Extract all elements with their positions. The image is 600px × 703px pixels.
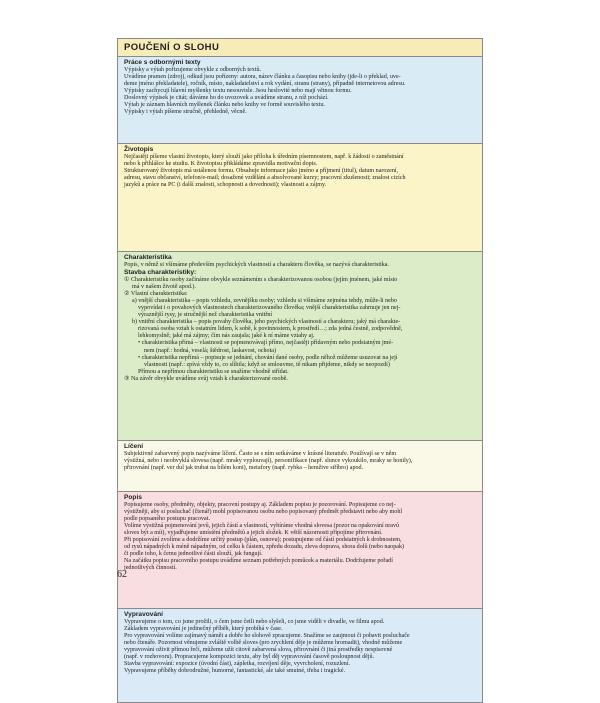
text-line: vypravování oživit přímou řečí, můžeme užít citově zabarvená slova, přirovnání či jiná prostředky nespisovné [124, 647, 393, 654]
text-line: Na začátku popisu pracovního postupu uvádíme seznam potřebných pomůcek a materiálu. Dodržujeme pořadí [124, 558, 393, 565]
text-line: výstižná, nebo i neobvyklá slovesa (např. mraky vyplouvají), personifikace (např. slunce vykoukilo, mraky se honily), [124, 458, 413, 465]
section-heading: Charakteristika [124, 254, 172, 261]
text-line: jazyků a práce na PC (i další znalosti, schopnosti a dovednosti); vlastnosti a zájmy. [124, 182, 327, 189]
text-line: Výpisky i výtah píšeme stručně, přehledně, věcně. [124, 109, 247, 116]
section-heading: Životopis [124, 146, 154, 153]
section-heading: Práce s odbornými texty [124, 59, 201, 66]
text-line: b) vnitřní charakteristika – popis povahy člověka, jeho psychických vlastností a charakteru; jaký má charakte- [132, 319, 401, 326]
text-line: lehkomyslně; jaké má zájmy; čím nás zaujala; jaké k ní máme vztahy aj. [138, 333, 315, 340]
text-line: přirovnání (např. ver dul jak trubat na bílém koni), metafory (např. rybka – hemžive stříbro) apod. [124, 465, 364, 472]
text-line: ① Charakteristiku osoby začínáme obvykle seznámením s charakterizovanou osobou (jejím jménem, jaké místo [124, 277, 398, 284]
text-line: (např. v rozhovoru). Propracujeme kompozici textu, aby byl děj vypravování časově posloupnost dějů. [124, 654, 375, 661]
text-line: Stavba vypravování: expozice (úvodní část), zápletka, rozvíjení děje, vyvrcholení, rozuzlení. [124, 661, 351, 668]
text-line: Popisujeme osoby, předměty, objekty, pracovní postupy aj. Základem popisu je pozorování. Popisujeme co nej- [124, 502, 396, 508]
text-line: Základem vypravování je jedinečný příběh, který probíhá v čase. [124, 626, 283, 633]
section-charakteristika [117, 252, 483, 441]
section-popis [117, 492, 483, 609]
text-line: a) vnější charakteristika – popis vzhledu, zevnějšku osoby; vzhledu si všímáme zejména tehdy, může-li nebo [132, 298, 397, 305]
text-line: Nejčastěji píšeme vlastní životopis, který slouží jako příloha k úředním písemnostem, např. k žádosti o zaměstnání [124, 154, 404, 160]
section-vypravovani [117, 609, 483, 703]
text-line: rizovaná osoba vztah k ostatním lidem, k sobě, k povinnostem, k prostředí…; zda jedná čestně, zodpovědně, [138, 326, 403, 333]
text-line: od rysů nápadných k méně nápadným, od celku k částem, zpředu dozadu, zleva doprava, shora dolů (nebo naopak) [124, 544, 405, 551]
text-line: Popis, v němž si všímáme především psychických vlastností a charakteru člověka, se nazývá charakteristika. [124, 262, 389, 268]
text-line: Uvádíme pramen (zdroj), odkud jsou pořízeny: autora, název článku a časopisu nebo knihy (jde-li o překlad, uve- [124, 74, 401, 81]
text-line: výraznější rysy, je stručnější než charakteristika vnitřní [138, 312, 273, 319]
text-line: nem (např.: hodná, veselá; štědrost, laskavost, ochota) [144, 347, 276, 354]
text-line: Výpisky zachycují hlavní myšlenky textu nesouvisle. Jsou heslovité nebo mají větnou formu. [124, 88, 352, 95]
text-line: Strukturovaný životopis má ustálenou formu. Obsahuje informace jako jméno a příjmení (titul), datum narození, [124, 168, 399, 175]
page-number: 62 [117, 569, 127, 580]
summary-box [117, 38, 483, 703]
text-line: vlastnosti (např.: zpívá vždy to, co slíbila; když se smlouvme, tě nikam přijdeme, nikdy se neopozdí) [144, 361, 390, 368]
text-line: Volíme výstižná pojmenování jevů, jejich částí a vlastností, vybíráme vhodná slovesa (pozor na opakování nravů [124, 523, 400, 530]
text-line: Přímou a nepřímou charakteristiku se snažíme vhodně střídat. [138, 368, 289, 375]
text-line: nebo k přihlášce ke studiu. K životopisu přikládáme zpravidla motivační dopis. [124, 161, 318, 168]
text-line: Při popisování zvolíme a dodržíme určitý postup (plán, osnovu); postupujeme od částí podstatných k drobnostem, [124, 537, 402, 544]
text-line: Výpisky a výtah pořizujeme obvykle z odborných textů. [124, 67, 262, 73]
text-line: Vypravujeme příběhy dobrodružné, humorné, fantastické, ale také smutné, třeba i tragické. [124, 668, 346, 675]
text-line: či podle toho, k čemu jednotlivé části slouží, jak fungují. [124, 551, 263, 558]
text-line: sloves být a mít), vyjadřujeme umístění předmětů a jejich složek. K větší názornosti připojíme přirovnání. [124, 530, 383, 537]
text-line: ② Vlastní charakteristika: [124, 291, 188, 298]
text-line: Pro vypravování volíme zajímavý námět a dobře ho slohově zpracujeme. Snažíme se zaujmout či pobavit posluchače [124, 633, 410, 640]
section-heading: Vypravování [124, 611, 163, 618]
text-line: má v našem životě apod.). [132, 284, 196, 291]
text-line: Výtah je záznam hlavních myšlenek článku nebo knihy ve formě souvislého textu. [124, 102, 326, 109]
text-line: jednotlivých činností. [124, 565, 177, 572]
text-line: ③ Na závěr obvykle uvádíme svůj vztah k charakterizované osobě. [124, 375, 288, 382]
page-title: POUČENÍ O SLOHU [117, 38, 483, 57]
text-line: nebo čtenáře. Pozornost věnujeme zvláště volbě sloves (pro zrychlení děje je můžeme hromadit), vhodně můžeme [124, 640, 403, 647]
section-zivotopis [117, 144, 483, 252]
subheading: Stavba charakteristiky: [124, 269, 197, 277]
text-line: adresu, stavu občanství, telefon/e-mail; dosažené vzdělání a absolvované kurzy; pracovní zkušenosti; znalost cizích [124, 175, 406, 182]
text-line: výstižněji, aby si posluchač (čtenář) mohl popisovanou osobu nebo popisovaný předmět představit nebo aby mohl [124, 509, 403, 516]
text-line: deme jméno překladatele), ročník, místo, nakladatelství a rok vydání, stranu (strany), případně internetovou adresu. [124, 81, 406, 88]
section-liceni [117, 441, 483, 492]
text-line: Vypravujeme o tom, co jsme prožili, o čem jsme četli nebo slyšeli, co jsme viděli v divadle, ve filmu apod. [124, 619, 385, 625]
text-line: • charakteristika nepřímá – popisuje se jednání, chování dané osoby, podle něhož můžeme usuzovat na její [138, 354, 398, 361]
section-heading: Popis [124, 494, 142, 501]
text-line: • charakteristika přímá – vlastnosti se pojmenovávají přímo, nejčastěji přídavným nebo podstatným jmé- [138, 340, 394, 347]
section-prace [117, 57, 483, 144]
text-line: vypovídat i o povahových vlastnostech charakterizovaného člověka; vnější charakteristika zahrnuje jen nej- [138, 305, 401, 312]
section-heading: Líčení [124, 443, 144, 450]
text-line: Doslovný výpisek je citát; dáváme ho do uvozovek a uvádíme stranu, z níž pochází. [124, 95, 329, 102]
text-line: Subjektivně zabarvený popis nazýváme líčení. Často se s ním setkáváme v krásné literatuře. Používají se v něm [124, 451, 397, 457]
text-line: podle popsaného postupu pracovat. [124, 516, 210, 523]
